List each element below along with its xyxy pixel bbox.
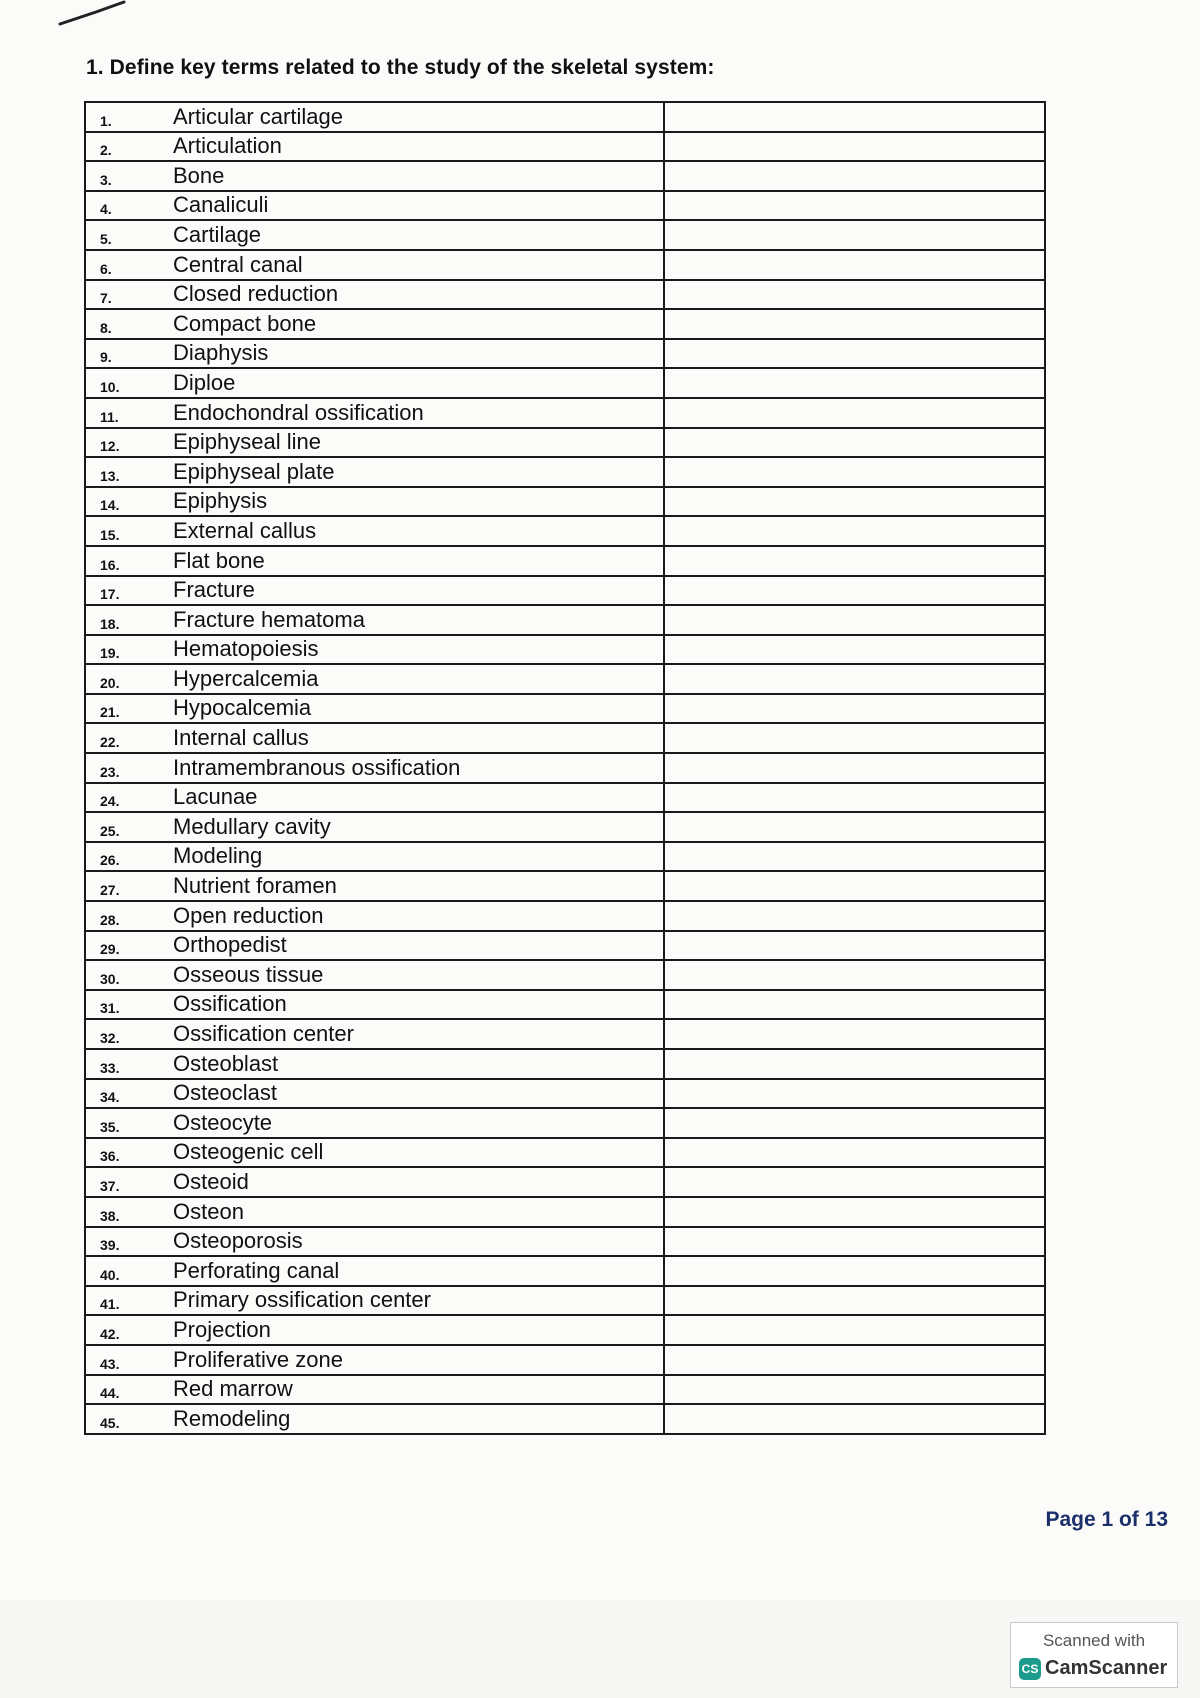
definition-cell[interactable] [664,1404,1045,1434]
definition-cell[interactable] [664,1345,1045,1375]
term-number: 32. [100,1030,120,1046]
term-row [85,753,1045,783]
term-label: Fracture [173,577,255,603]
term-cell [85,990,664,1020]
term-number: 10. [100,378,120,395]
question-heading [86,56,714,80]
term-cell [85,1345,664,1375]
term-cell [85,605,664,635]
term-cell [85,398,664,428]
term-cell [85,664,664,694]
term-cell [85,1315,664,1345]
pen-stroke-mark [58,0,128,30]
definition-cell[interactable] [664,457,1045,487]
term-row [85,605,1045,635]
term-number: 37. [100,1177,120,1194]
term-label: Osteocyte [173,1109,273,1135]
definition-cell[interactable] [664,132,1045,162]
term-cell [85,753,664,783]
term-cell [85,1167,664,1197]
term-label: Epiphyseal line [173,429,321,455]
definition-cell[interactable] [664,635,1045,665]
term-number: 27. [100,882,120,899]
definition-cell[interactable] [664,901,1045,931]
term-row [85,723,1045,753]
term-row [85,250,1045,280]
term-row [85,1138,1045,1168]
term-label: Hypocalcemia [173,695,312,721]
definition-cell[interactable] [664,280,1045,310]
term-row [85,220,1045,250]
term-label: Flat bone [173,547,265,573]
scanned-with-badge [1010,1622,1178,1688]
definition-cell[interactable] [664,546,1045,576]
term-label: Compact bone [173,310,317,336]
term-label: Bone [173,162,225,188]
term-label: Orthopedist [173,932,287,958]
heading-emphasis: skeletal system: [550,56,715,79]
definition-cell[interactable] [664,931,1045,961]
term-row [85,368,1045,398]
term-label: Osteoblast [173,1050,279,1076]
term-row [85,1167,1045,1197]
term-number: 25. [100,822,120,839]
term-row [85,1197,1045,1227]
definition-cell[interactable] [664,309,1045,339]
term-cell [85,516,664,546]
term-number: 9. [100,349,112,366]
term-number: 14. [100,497,120,514]
term-cell [85,901,664,931]
definition-cell[interactable] [664,723,1045,753]
definition-cell[interactable] [664,1049,1045,1079]
definition-cell[interactable] [664,428,1045,458]
term-row [85,398,1045,428]
definition-cell[interactable] [664,1227,1045,1257]
term-number: 20. [100,674,120,691]
term-cell [85,1286,664,1316]
term-row [85,1375,1045,1405]
definition-cell[interactable] [664,1019,1045,1049]
term-row [85,1079,1045,1109]
term-number: 23. [100,763,120,780]
definition-cell[interactable] [664,191,1045,221]
term-label: Fracture hematoma [173,606,365,632]
term-number: 15. [100,526,120,543]
term-number: 31. [100,1000,120,1017]
term-label: Remodeling [173,1405,291,1431]
term-number: 16. [100,556,120,573]
term-number: 26. [100,852,120,869]
term-label: Endochondral ossification [173,399,424,425]
definition-cell[interactable] [664,783,1045,813]
definition-cell[interactable] [664,1197,1045,1227]
heading-prefix: 1. Define key terms [86,56,280,79]
term-number: 1. [100,112,112,129]
term-label: Cartilage [173,221,262,247]
definition-cell[interactable] [664,694,1045,724]
term-number: 8. [100,319,112,336]
term-row [85,516,1045,546]
term-cell [85,635,664,665]
term-number: 38. [100,1207,120,1224]
term-row [85,457,1045,487]
term-label: Hematopoiesis [173,636,319,662]
term-label: Internal callus [173,725,309,751]
heading-middle: related to the study of the [279,56,551,79]
definition-cell[interactable] [664,1286,1045,1316]
term-cell [85,280,664,310]
term-number: 21. [100,704,120,721]
definition-cell[interactable] [664,1138,1045,1168]
term-label: Nutrient foramen [173,873,337,899]
term-number: 40. [100,1266,120,1283]
definition-cell[interactable] [664,220,1045,250]
term-cell [85,161,664,191]
term-number: 41. [100,1296,120,1313]
term-row [85,487,1045,517]
term-row [85,1256,1045,1286]
definition-cell[interactable] [664,250,1045,280]
term-row [85,1404,1045,1434]
term-number: 33. [100,1059,120,1076]
term-cell [85,1404,664,1434]
term-cell [85,1227,664,1257]
term-label: Diaphysis [173,340,269,366]
term-cell [85,931,664,961]
term-row [85,1315,1045,1345]
definition-cell[interactable] [664,1375,1045,1405]
definition-cell[interactable] [664,1108,1045,1138]
term-number: 43. [100,1355,120,1372]
term-row [85,280,1045,310]
definition-cell[interactable] [664,753,1045,783]
term-row [85,132,1045,162]
term-row [85,1345,1045,1375]
definition-cell[interactable] [664,1256,1045,1286]
term-cell [85,309,664,339]
term-label: Projection [173,1316,271,1342]
badge-brand-row [1019,1657,1167,1680]
definition-cell[interactable] [664,368,1045,398]
term-cell [85,1108,664,1138]
definition-cell[interactable] [664,339,1045,369]
term-number: 30. [100,970,120,987]
term-cell [85,723,664,753]
term-row [85,576,1045,606]
definition-cell[interactable] [664,102,1045,132]
term-number: 44. [100,1385,120,1402]
term-cell [85,871,664,901]
term-cell [85,1197,664,1227]
term-number: 17. [100,586,120,603]
term-row [85,339,1045,369]
definition-cell[interactable] [664,664,1045,694]
term-number: 19. [100,645,120,662]
term-row [85,783,1045,813]
term-label: Primary ossification center [173,1287,431,1313]
term-label: External callus [173,517,317,543]
definition-cell[interactable] [664,1315,1045,1345]
term-cell [85,1138,664,1168]
term-number: 6. [100,260,112,277]
term-label: Epiphysis [173,488,268,514]
definition-cell[interactable] [664,161,1045,191]
term-label: Osteogenic cell [173,1139,324,1165]
term-cell [85,1049,664,1079]
term-label: Ossification center [173,1021,354,1046]
term-label: Central canal [173,251,303,277]
term-label: Open reduction [173,902,324,928]
term-cell [85,487,664,517]
term-row [85,901,1045,931]
term-row [85,102,1045,132]
term-cell [85,457,664,487]
term-label: Osteoid [173,1168,249,1194]
term-row [85,161,1045,191]
definition-cell[interactable] [664,487,1045,517]
definition-cell[interactable] [664,990,1045,1020]
term-number: 39. [100,1237,120,1254]
term-row [85,1227,1045,1257]
definition-cell[interactable] [664,576,1045,606]
term-row [85,694,1045,724]
term-number: 36. [100,1148,120,1165]
term-row [85,664,1045,694]
term-number: 22. [100,734,120,751]
term-label: Lacunae [173,784,258,810]
term-row [85,812,1045,842]
term-row [85,191,1045,221]
term-cell [85,220,664,250]
term-cell [85,191,664,221]
term-cell [85,1256,664,1286]
term-number: 18. [100,615,120,632]
term-label: Epiphyseal plate [173,458,335,484]
term-label: Perforating canal [173,1257,340,1283]
term-cell [85,102,664,132]
term-row [85,1286,1045,1316]
term-row [85,546,1045,576]
definition-cell[interactable] [664,1079,1045,1109]
term-row [85,1049,1045,1079]
term-number: 7. [100,290,112,307]
term-number: 42. [100,1325,120,1342]
term-cell [85,783,664,813]
term-number: 11. [100,408,119,425]
term-row [85,635,1045,665]
term-cell [85,428,664,458]
term-row [85,1019,1045,1049]
term-row [85,1108,1045,1138]
term-number: 24. [100,793,120,810]
term-label: Osseous tissue [173,961,324,987]
term-row [85,931,1045,961]
term-cell [85,1019,664,1049]
term-cell [85,368,664,398]
definition-cell[interactable] [664,398,1045,428]
term-number: 28. [100,911,120,928]
term-cell [85,1375,664,1405]
term-number: 34. [100,1089,120,1106]
definition-cell[interactable] [664,871,1045,901]
term-label: Hypercalcemia [173,665,319,691]
term-cell [85,812,664,842]
term-cell [85,339,664,369]
term-number: 35. [100,1118,120,1135]
term-cell [85,250,664,280]
definition-cell[interactable] [664,516,1045,546]
term-row [85,960,1045,990]
term-number: 3. [100,171,112,188]
term-label: Osteon [173,1198,244,1224]
term-label: Ossification [173,991,287,1017]
definition-cell[interactable] [664,812,1045,842]
term-label: Proliferative zone [173,1346,343,1372]
term-label: Osteoclast [173,1080,277,1106]
term-cell [85,960,664,990]
key-terms-table [84,101,1046,1435]
key-terms-body [85,102,1045,1434]
term-cell [85,694,664,724]
definition-cell[interactable] [664,1167,1045,1197]
term-label: Intramembranous ossification [173,754,461,780]
term-row [85,842,1045,872]
definition-cell[interactable] [664,605,1045,635]
term-row [85,871,1045,901]
definition-cell[interactable] [664,842,1045,872]
term-label: Articular cartilage [173,103,343,129]
term-number: 12. [100,438,120,455]
page-number: Page 1 of 13 [1045,1508,1168,1531]
term-cell [85,546,664,576]
term-label: Diploe [173,369,236,395]
term-cell [85,132,664,162]
term-row [85,990,1045,1020]
term-label: Canaliculi [173,192,269,218]
term-cell [85,1079,664,1109]
term-number: 13. [100,467,120,484]
definition-cell[interactable] [664,960,1045,990]
camscanner-logo-icon: CS [1019,1658,1041,1680]
term-label: Modeling [173,843,263,869]
term-label: Closed reduction [173,281,339,307]
term-number: 29. [100,941,120,958]
badge-brand: CamScanner [1045,1657,1168,1679]
term-label: Medullary cavity [173,813,331,839]
term-cell [85,842,664,872]
term-label: Red marrow [173,1376,293,1402]
term-label: Articulation [173,133,282,159]
term-cell [85,576,664,606]
term-number: 5. [100,230,112,247]
term-row [85,309,1045,339]
term-label: Osteoporosis [173,1228,303,1254]
term-number: 4. [100,201,112,218]
badge-caption: Scanned with [1042,1631,1146,1650]
term-number: 45. [100,1414,120,1431]
term-row [85,428,1045,458]
term-number: 2. [100,142,112,159]
